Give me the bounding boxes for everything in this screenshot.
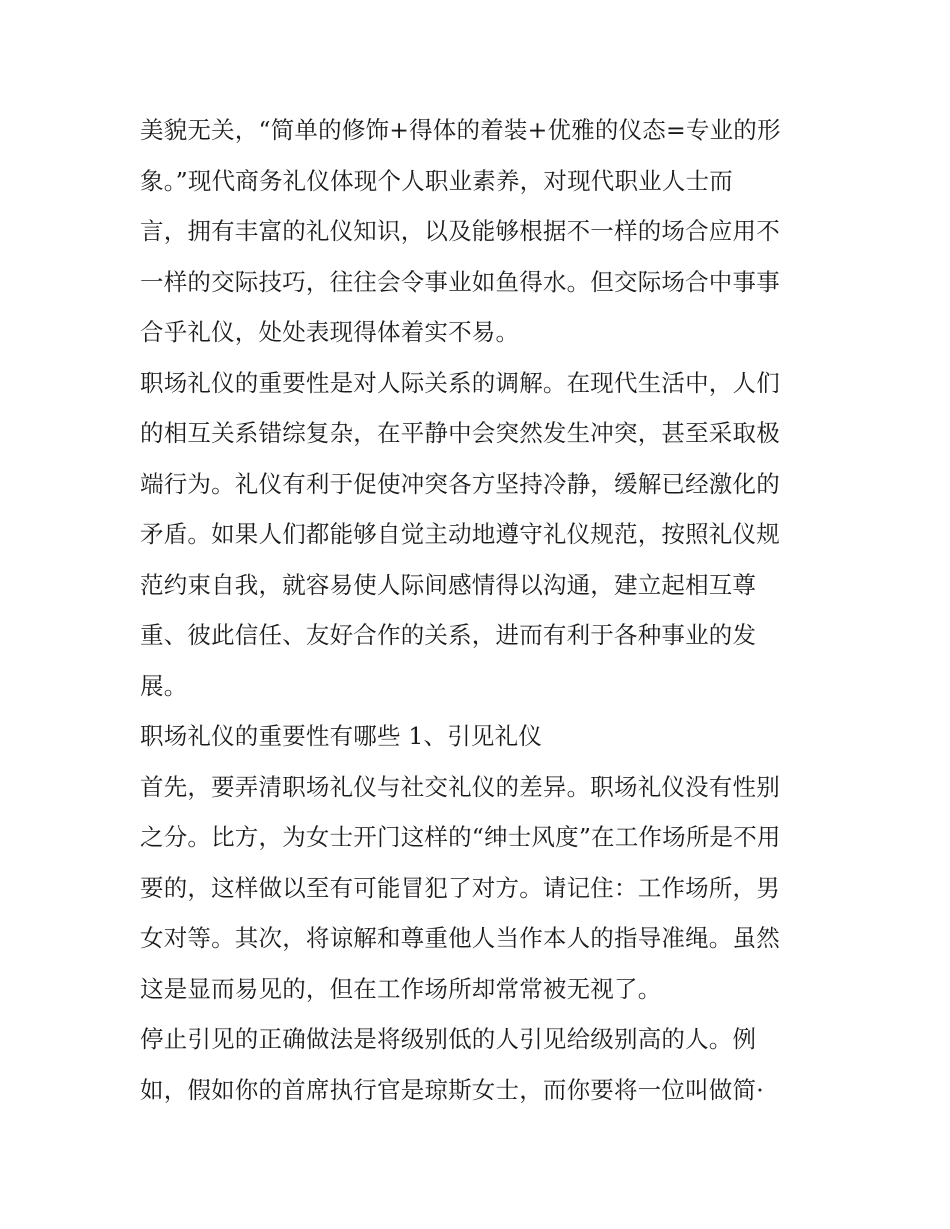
text-line: 停止引见的正确做法是将级别低的人引见给级别高的人。例 (140, 1025, 757, 1053)
text-line: 合乎礼仪，处处表现得体着实不易。 (140, 318, 520, 346)
text-line: 职场礼仪的重要性是对人际关系的调解。在现代生活中，人们 (140, 368, 780, 397)
text-line: 言，拥有丰富的礼仪知识，以及能够根据不一样的场合应用不 (140, 217, 780, 245)
paragraph (140, 762, 820, 1015)
text-line: 重、彼此信任、友好合作的关系，进而有利于各种事业的发 (140, 621, 757, 649)
text-line: 要的，这样做以至有可能冒犯了对方。请记住：工作场所，男 (140, 873, 780, 902)
section-heading (140, 711, 820, 762)
text-line: 展。 (140, 671, 188, 700)
document-body (140, 105, 820, 1115)
paragraph (140, 105, 820, 358)
text-line: 象。”现代商务礼仪体现个人职业素养，对现代职业人士而 (140, 166, 733, 195)
text-line: 的相互关系错综复杂，在平静中会突然发生冲突，甚至采取极 (140, 419, 780, 447)
text-line: 范约束自我，就容易使人际间感情得以沟通，建立起相互尊 (140, 570, 757, 599)
text-line: 首先，要弄清职场礼仪与社交礼仪的差异。职场礼仪没有性别 (140, 772, 780, 801)
text-line: 之分。比方，为女士开门这样的“绅士风度”在工作场所是不用 (140, 823, 781, 851)
text-line: 美貌无关，“简单的修饰+得体的着装+优雅的仪态=专业的形 (140, 116, 781, 144)
paragraph (140, 1014, 820, 1115)
text-line: 一样的交际技巧，往往会令事业如鱼得水。但交际场合中事事 (140, 267, 780, 296)
text-line: 如，假如你的首席执行官是琼斯女士，而你要将一位叫做简· (140, 1075, 764, 1104)
text-line: 女对等。其次，将谅解和尊重他人当作本人的指导准绳。虽然 (140, 924, 780, 952)
heading-line: 职场礼仪的重要性有哪些 1、引见礼仪 (140, 722, 543, 750)
paragraph (140, 358, 820, 712)
text-line: 端行为。礼仪有利于促使冲突各方坚持冷静，缓解已经激化的 (140, 469, 780, 498)
text-line: 这是显而易见的，但在工作场所却常常被无视了。 (140, 974, 662, 1003)
text-line: 矛盾。如果人们都能够自觉主动地遵守礼仪规范，按照礼仪规 (140, 520, 780, 548)
